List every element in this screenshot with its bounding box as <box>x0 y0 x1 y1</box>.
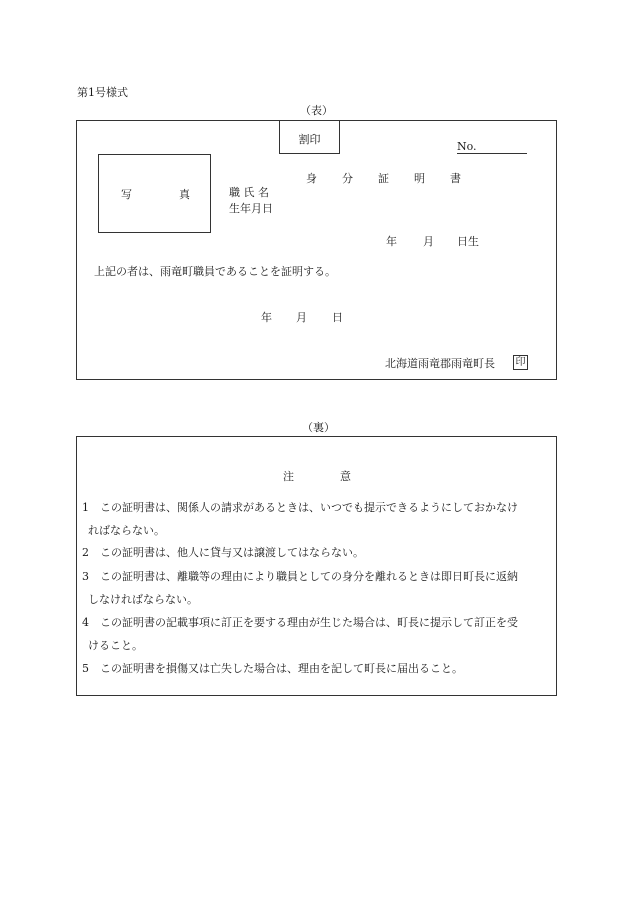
notice-item-1-line-1: 1 この証明書は、関係人の請求があるときは、いつでも提示できるようにしておかなけ <box>82 501 518 514</box>
birth-month: 月 <box>423 235 434 248</box>
photo-label-left: 写 <box>121 188 132 201</box>
split-seal-box <box>279 120 340 154</box>
field-birthdate: 生年月日 <box>229 202 273 215</box>
issuer: 北海道雨竜郡雨竜町長 <box>385 357 495 370</box>
number-underline <box>457 153 527 154</box>
split-seal-label: 割印 <box>298 133 321 146</box>
notice-item-2-line-1: 2 この証明書は、他人に貸与又は譲渡してはならない。 <box>82 546 364 559</box>
number-label: No. <box>457 140 477 153</box>
back-card <box>76 436 557 696</box>
official-seal-stamp: 印 <box>513 355 528 370</box>
notice-item-1-line-2: ればならない。 <box>88 524 165 537</box>
notice-title-right: 意 <box>340 470 351 483</box>
title-char-3: 証 <box>378 172 389 185</box>
issue-year: 年 <box>261 311 272 324</box>
notice-item-4-line-1: 4 この証明書の記載事項に訂正を要する理由が生じた場合は、町長に提示して訂正を受 <box>82 616 518 629</box>
certify-text: 上記の者は、雨竜町職員であることを証明する。 <box>94 265 336 278</box>
notice-item-5-line-1: 5 この証明書を損傷又は亡失した場合は、理由を記して町長に届出ること。 <box>82 662 463 675</box>
title-char-4: 明 <box>414 172 425 185</box>
notice-item-4-line-2: けること。 <box>88 639 143 652</box>
birth-day: 日生 <box>457 235 479 248</box>
notice-title-left: 注 <box>283 470 294 483</box>
title-char-5: 書 <box>450 172 461 185</box>
title-char-1: 身 <box>306 172 317 185</box>
photo-box <box>98 154 211 233</box>
front-side-label: （表） <box>300 104 333 117</box>
form-number: 第1号様式 <box>77 86 128 99</box>
issue-day: 日 <box>332 311 343 324</box>
birth-year: 年 <box>386 235 397 248</box>
back-side-label: （裏） <box>302 421 335 434</box>
photo-label-right: 真 <box>179 188 190 201</box>
notice-item-3-line-2: しなければならない。 <box>88 593 198 606</box>
field-title-name: 職 氏 名 <box>229 186 269 199</box>
issue-month: 月 <box>296 311 307 324</box>
title-char-2: 分 <box>342 172 353 185</box>
notice-item-3-line-1: 3 この証明書は、離職等の理由により職員としての身分を離れるときは即日町長に返納 <box>82 570 518 583</box>
